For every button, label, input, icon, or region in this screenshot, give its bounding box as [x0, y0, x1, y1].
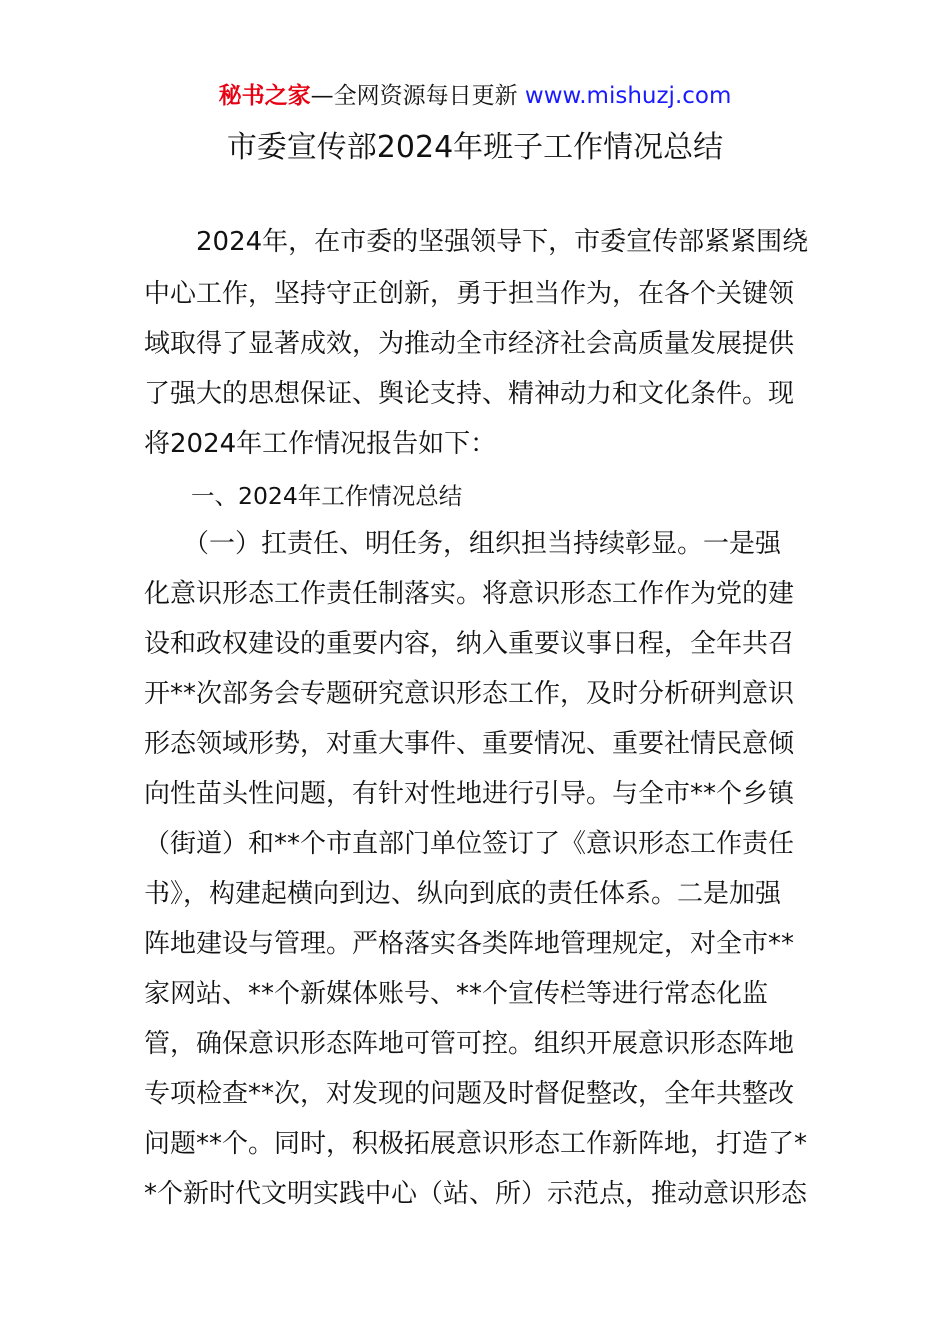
paragraph-line: 了强大的思想保证、舆论支持、精神动力和文化条件。现: [144, 379, 795, 409]
paragraph-line: 2024年，在市委的坚强领导下，市委宣传部紧紧围绕: [144, 227, 809, 257]
paragraph-line: 书》，构建起横向到边、纵向到底的责任体系。二是加强: [144, 879, 782, 909]
site-name: 秘书之家: [218, 83, 311, 109]
site-url-link[interactable]: www.mishuzj.com: [524, 83, 732, 109]
paragraph-line: （街道）和**个市直部门单位签订了《意识形态工作责任: [144, 829, 795, 859]
paragraph-line: 化意识形态工作责任制落实。将意识形态工作作为党的建: [144, 579, 795, 609]
site-header: [0, 80, 950, 112]
paragraph-line: 家网站、**个新媒体账号、**个宣传栏等进行常态化监: [144, 979, 769, 1009]
paragraph-line: 设和政权建设的重要内容，纳入重要议事日程，全年共召: [144, 629, 795, 659]
paragraph-line: 开**次部务会专题研究意识形态工作，及时分析研判意识: [144, 679, 795, 709]
paragraph-line: 域取得了显著成效，为推动全市经济社会高质量发展提供: [144, 329, 795, 359]
section-heading: 一、2024年工作情况总结: [144, 482, 463, 510]
paragraph-line: 向性苗头性问题，有针对性地进行引导。与全市**个乡镇: [144, 779, 795, 809]
paragraph-line: 问题**个。同时，积极拓展意识形态工作新阵地，打造了*: [144, 1129, 808, 1159]
paragraph-line: （一）扛责任、明任务，组织担当持续彰显。一是强: [144, 529, 782, 559]
document-title: 市委宣传部2024年班子工作情况总结: [226, 130, 724, 165]
paragraph-line: 中心工作，坚持守正创新，勇于担当作为，在各个关键领: [144, 279, 795, 309]
paragraph-line: 将2024年工作情况报告如下：: [144, 429, 497, 459]
paragraph-line: 阵地建设与管理。严格落实各类阵地管理规定，对全市**: [144, 929, 795, 959]
paragraph-line: 形态领域形势，对重大事件、重要情况、重要社情民意倾: [144, 729, 795, 759]
site-tagline: —全网资源每日更新: [310, 83, 518, 109]
paragraph-line: *个新时代文明实践中心（站、所）示范点，推动意识形态: [144, 1179, 808, 1209]
paragraph-line: 专项检查**次，对发现的问题及时督促整改，全年共整改: [144, 1079, 795, 1109]
paragraph-line: 管，确保意识形态阵地可管可控。组织开展意识形态阵地: [144, 1029, 795, 1059]
